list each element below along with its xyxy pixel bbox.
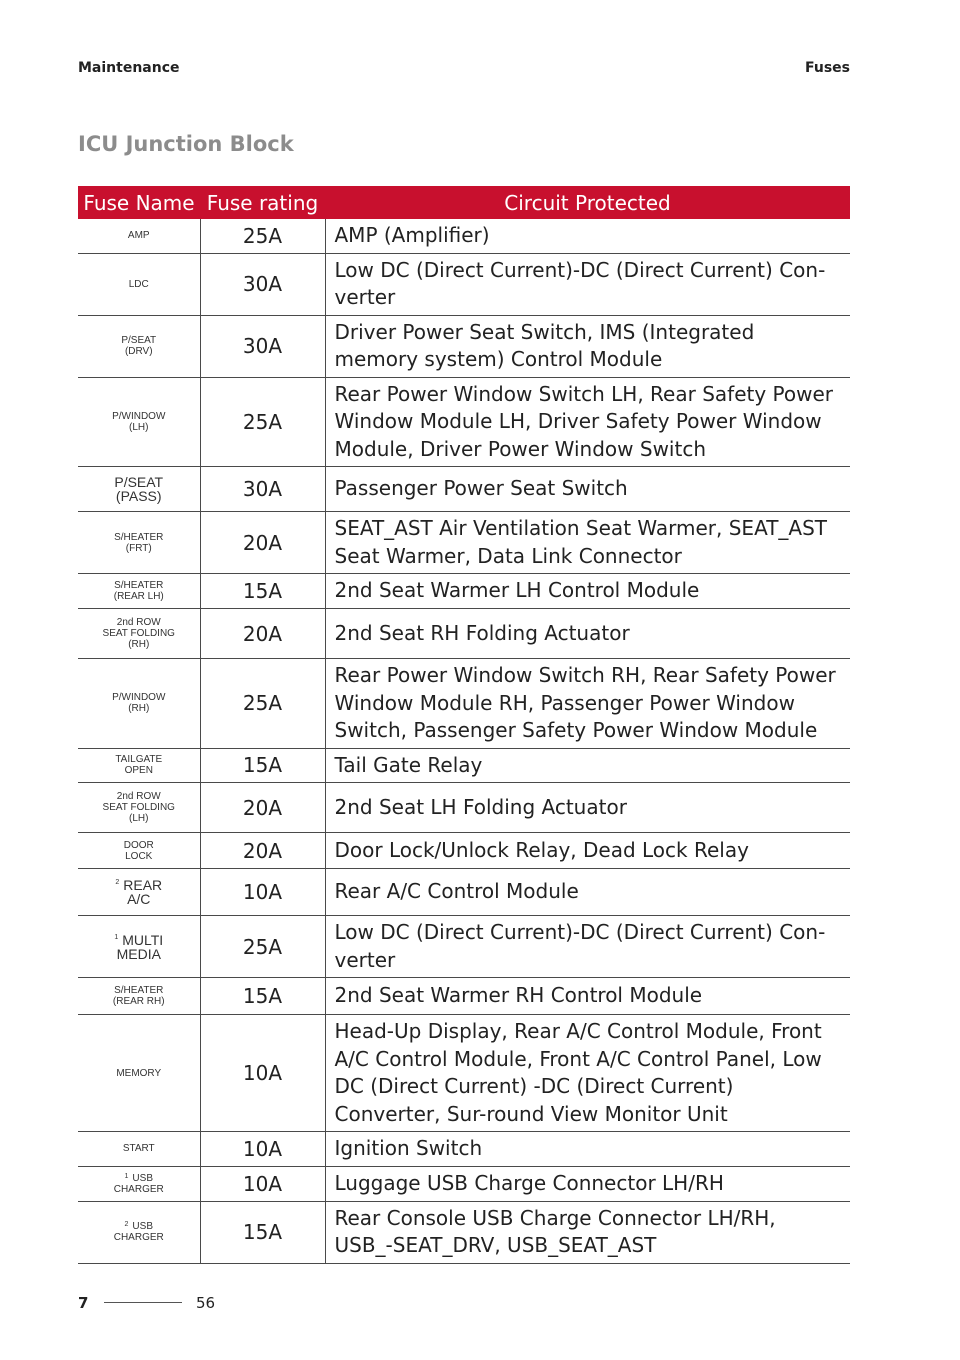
fuse-name-text: 2nd ROW SEAT FOLDING (LH) — [102, 791, 175, 824]
fuse-name-cell — [78, 748, 200, 783]
circuit-protected-cell: AMP (Amplifier) — [325, 219, 850, 253]
fuse-name-cell — [78, 609, 200, 659]
circuit-protected-cell: Rear Console USB Charge Connector LH/RH, USB_-SEAT_DRV, USB_SEAT_AST — [325, 1201, 850, 1263]
fuse-rating-cell: 30A — [200, 253, 325, 315]
fuse-name-text: 2nd ROW SEAT FOLDING (RH) — [102, 617, 175, 650]
circuit-protected-cell: Luggage USB Charge Connector LH/RH — [325, 1166, 850, 1201]
table-row — [78, 609, 850, 659]
fuse-name-cell — [78, 659, 200, 749]
table-row — [78, 377, 850, 467]
fuse-rating-cell: 25A — [200, 219, 325, 253]
circuit-protected-cell: 2nd Seat LH Folding Actuator — [325, 783, 850, 833]
fuse-name-cell — [78, 512, 200, 574]
fuse-rating-cell: 10A — [200, 869, 325, 916]
fuse-name-cell — [78, 1015, 200, 1132]
circuit-protected-cell: Tail Gate Relay — [325, 748, 850, 783]
circuit-protected-cell: 2nd Seat RH Folding Actuator — [325, 609, 850, 659]
fuse-name-text: P/WINDOW (RH) — [112, 692, 166, 715]
fuse-name-text: START — [122, 1143, 155, 1155]
fuse-name-text: S/HEATER (FRT) — [114, 531, 164, 554]
footer-divider — [104, 1302, 182, 1303]
table-row — [78, 467, 850, 512]
table-row — [78, 1132, 850, 1167]
fuse-rating-cell: 30A — [200, 467, 325, 512]
fuse-rating-cell: 20A — [200, 833, 325, 869]
fuse-name-cell — [78, 833, 200, 869]
fuse-name-text: DOOR LOCK — [123, 839, 154, 862]
fuse-name-cell — [78, 1166, 200, 1201]
fuse-name-text: LDC — [128, 278, 149, 290]
fuse-name-cell — [78, 869, 200, 916]
fuse-name-text: MULTI MEDIA — [116, 931, 164, 962]
fuse-name-cell — [78, 978, 200, 1015]
fuse-name-superscript: 2 — [124, 1221, 129, 1228]
table-row — [78, 978, 850, 1015]
table-row — [78, 1166, 850, 1201]
column-header-circuit-protected: Circuit Protected — [325, 186, 850, 219]
fuse-rating-cell: 25A — [200, 916, 325, 978]
fuse-name-text: S/HEATER (REAR RH) — [112, 985, 165, 1007]
fuse-name-text: P/SEAT (PASS) — [114, 474, 164, 504]
table-row — [78, 748, 850, 783]
fuse-name-superscript: 1 — [114, 933, 119, 941]
fuse-name-cell — [78, 315, 200, 377]
fuse-name-text: AMP — [127, 230, 150, 242]
fuse-rating-cell: 30A — [200, 315, 325, 377]
circuit-protected-cell: SEAT_AST Air Ventilation Seat Warmer, SEAT_AST Seat Warmer, Data Link Connector — [325, 512, 850, 574]
fuse-rating-cell: 10A — [200, 1015, 325, 1132]
fuse-name-cell — [78, 219, 200, 253]
circuit-protected-cell: Rear A/C Control Module — [325, 869, 850, 916]
section-title: ICU Junction Block — [78, 132, 294, 156]
table-row — [78, 219, 850, 253]
fuse-name-cell — [78, 916, 200, 978]
fuse-rating-cell: 15A — [200, 978, 325, 1015]
circuit-protected-cell: Passenger Power Seat Switch — [325, 467, 850, 512]
fuse-name-cell — [78, 1201, 200, 1263]
table-row — [78, 833, 850, 869]
fuse-name-text: P/SEAT (DRV) — [121, 335, 157, 357]
circuit-protected-cell: Low DC (Direct Current)-DC (Direct Current) Con-verter — [325, 253, 850, 315]
header-chapter: Maintenance — [78, 60, 180, 76]
footer-chapter-number: 7 — [78, 1294, 89, 1312]
fuse-name-text: MEMORY — [116, 1067, 162, 1079]
table-row — [78, 574, 850, 609]
table-row — [78, 916, 850, 978]
circuit-protected-cell: Driver Power Seat Switch, IMS (Integrated memory system) Control Module — [325, 315, 850, 377]
fuse-name-text: TAILGATE OPEN — [115, 754, 163, 777]
fuse-name-cell — [78, 467, 200, 512]
fuse-name-cell — [78, 783, 200, 833]
fuse-name-cell — [78, 253, 200, 315]
fuse-name-text: USB CHARGER — [113, 1172, 164, 1195]
fuse-name-superscript: 2 — [115, 879, 120, 886]
circuit-protected-cell: Low DC (Direct Current)-DC (Direct Current) Con-verter — [325, 916, 850, 978]
fuse-name-cell — [78, 1132, 200, 1167]
table-header-row — [78, 186, 850, 219]
circuit-protected-cell: Rear Power Window Switch RH, Rear Safety Power Window Module RH, Passenger Power Window Switch, Passenger Safety Power Window Module — [325, 659, 850, 749]
header-section: Fuses — [805, 60, 850, 76]
fuse-rating-cell: 15A — [200, 748, 325, 783]
fuse-rating-cell: 15A — [200, 574, 325, 609]
table-row — [78, 783, 850, 833]
table-row — [78, 1201, 850, 1263]
fuse-rating-cell: 15A — [200, 1201, 325, 1263]
fuse-name-text: P/WINDOW (LH) — [112, 410, 166, 433]
fuse-rating-cell: 25A — [200, 659, 325, 749]
fuse-rating-cell: 20A — [200, 783, 325, 833]
circuit-protected-cell: 2nd Seat Warmer RH Control Module — [325, 978, 850, 1015]
footer-page-number: 56 — [196, 1294, 216, 1312]
fuse-rating-cell: 20A — [200, 609, 325, 659]
fuse-name-text: USB CHARGER — [113, 1221, 164, 1243]
fuse-name-text: S/HEATER (REAR LH) — [113, 580, 164, 602]
column-header-fuse-rating: Fuse rating — [200, 186, 325, 219]
table-row — [78, 315, 850, 377]
circuit-protected-cell: Door Lock/Unlock Relay, Dead Lock Relay — [325, 833, 850, 869]
table-row — [78, 253, 850, 315]
table-row — [78, 1015, 850, 1132]
table-row — [78, 869, 850, 916]
fuse-name-text: REAR A/C — [123, 877, 163, 907]
fuse-rating-cell: 10A — [200, 1166, 325, 1201]
table-row — [78, 659, 850, 749]
fuse-name-superscript: 1 — [124, 1172, 129, 1180]
fuse-name-cell — [78, 377, 200, 467]
circuit-protected-cell: Ignition Switch — [325, 1132, 850, 1167]
fuse-table — [78, 186, 850, 1264]
fuse-rating-cell: 10A — [200, 1132, 325, 1167]
fuse-rating-cell: 20A — [200, 512, 325, 574]
fuse-rating-cell: 25A — [200, 377, 325, 467]
circuit-protected-cell: Head-Up Display, Rear A/C Control Module, Front A/C Control Module, Front A/C Control Panel, Low DC (Direct Current) -DC (Direct Current) Converter, Sur-round View Monitor Unit — [325, 1015, 850, 1132]
circuit-protected-cell: 2nd Seat Warmer LH Control Module — [325, 574, 850, 609]
circuit-protected-cell: Rear Power Window Switch LH, Rear Safety Power Window Module LH, Driver Safety Power Window Module, Driver Power Window Switch — [325, 377, 850, 467]
table-row — [78, 512, 850, 574]
fuse-name-cell — [78, 574, 200, 609]
column-header-fuse-name: Fuse Name — [78, 186, 200, 219]
